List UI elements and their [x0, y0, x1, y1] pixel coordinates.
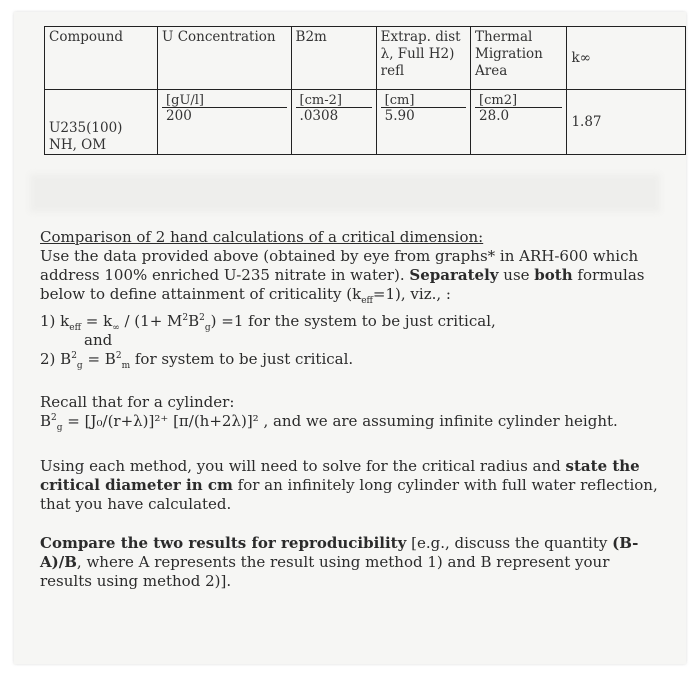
- cylinder-formula: $B^2_g = [J_0/(r+\lambda)]^{2+}$ [π/(h+2λ)]² , and we are assuming infinite cylinder height.: [40, 412, 618, 433]
- header-k-infinity: k∞: [567, 27, 686, 90]
- cell-k-infinity: 1.87: [567, 90, 686, 155]
- table-row: [45, 90, 686, 155]
- and-text: and: [84, 331, 113, 349]
- header-b2m: B2m: [291, 27, 376, 90]
- header-extrap-dist: Extrap. dist λ, Full H2) refl: [376, 27, 470, 90]
- cell-compound: U235(100) NH, OM: [45, 90, 158, 155]
- formula-1: 1) $k_{eff} = k_\infty / (1+ M^2B^2_g) =1$ for the system to be just critical,: [40, 312, 496, 333]
- header-compound: Compound: [45, 27, 158, 90]
- formula-2: 2) $B^2_g = B^2_m$ for system to be just critical.: [40, 350, 354, 371]
- intro-paragraph: Use the data provided above (obtained by eye from graphs* in ARH-600 which address 100% enriched U-235 nitrate in water). Separately use both formulas below to define attainment of criticality $(k_{eff}=1)$, viz., :: [40, 247, 645, 306]
- data-table: [44, 26, 686, 155]
- recall-text: Recall that for a cylinder:: [40, 393, 235, 411]
- cell-extrap-dist: [cm] 5.90: [376, 90, 470, 155]
- cell-thermal-migration: [cm2] 28.0: [471, 90, 567, 155]
- method-paragraph: Using each method, you will need to solve for the critical radius and state the critical diameter in cm for an infinitely long cylinder with full water reflection, that you have calculated.: [40, 457, 658, 513]
- document-page: [14, 12, 686, 664]
- problem-title: Comparison of 2 hand calculations of a critical dimension:: [40, 228, 484, 246]
- header-u-concentration: U Concentration: [158, 27, 291, 90]
- header-thermal-migration: Thermal Migration Area: [471, 27, 567, 90]
- cell-b2m: [cm-2] .0308: [291, 90, 376, 155]
- table-header-row: [45, 27, 686, 90]
- redacted-area: [30, 174, 660, 212]
- compare-paragraph: Compare the two results for reproducibility [e.g., discuss the quantity (B-A)/B, where A represents the result using method 1) and B represent your results using method 2)].: [40, 534, 639, 590]
- cell-u-concentration: [gU/l] 200: [158, 90, 291, 155]
- problem-text: [40, 228, 660, 591]
